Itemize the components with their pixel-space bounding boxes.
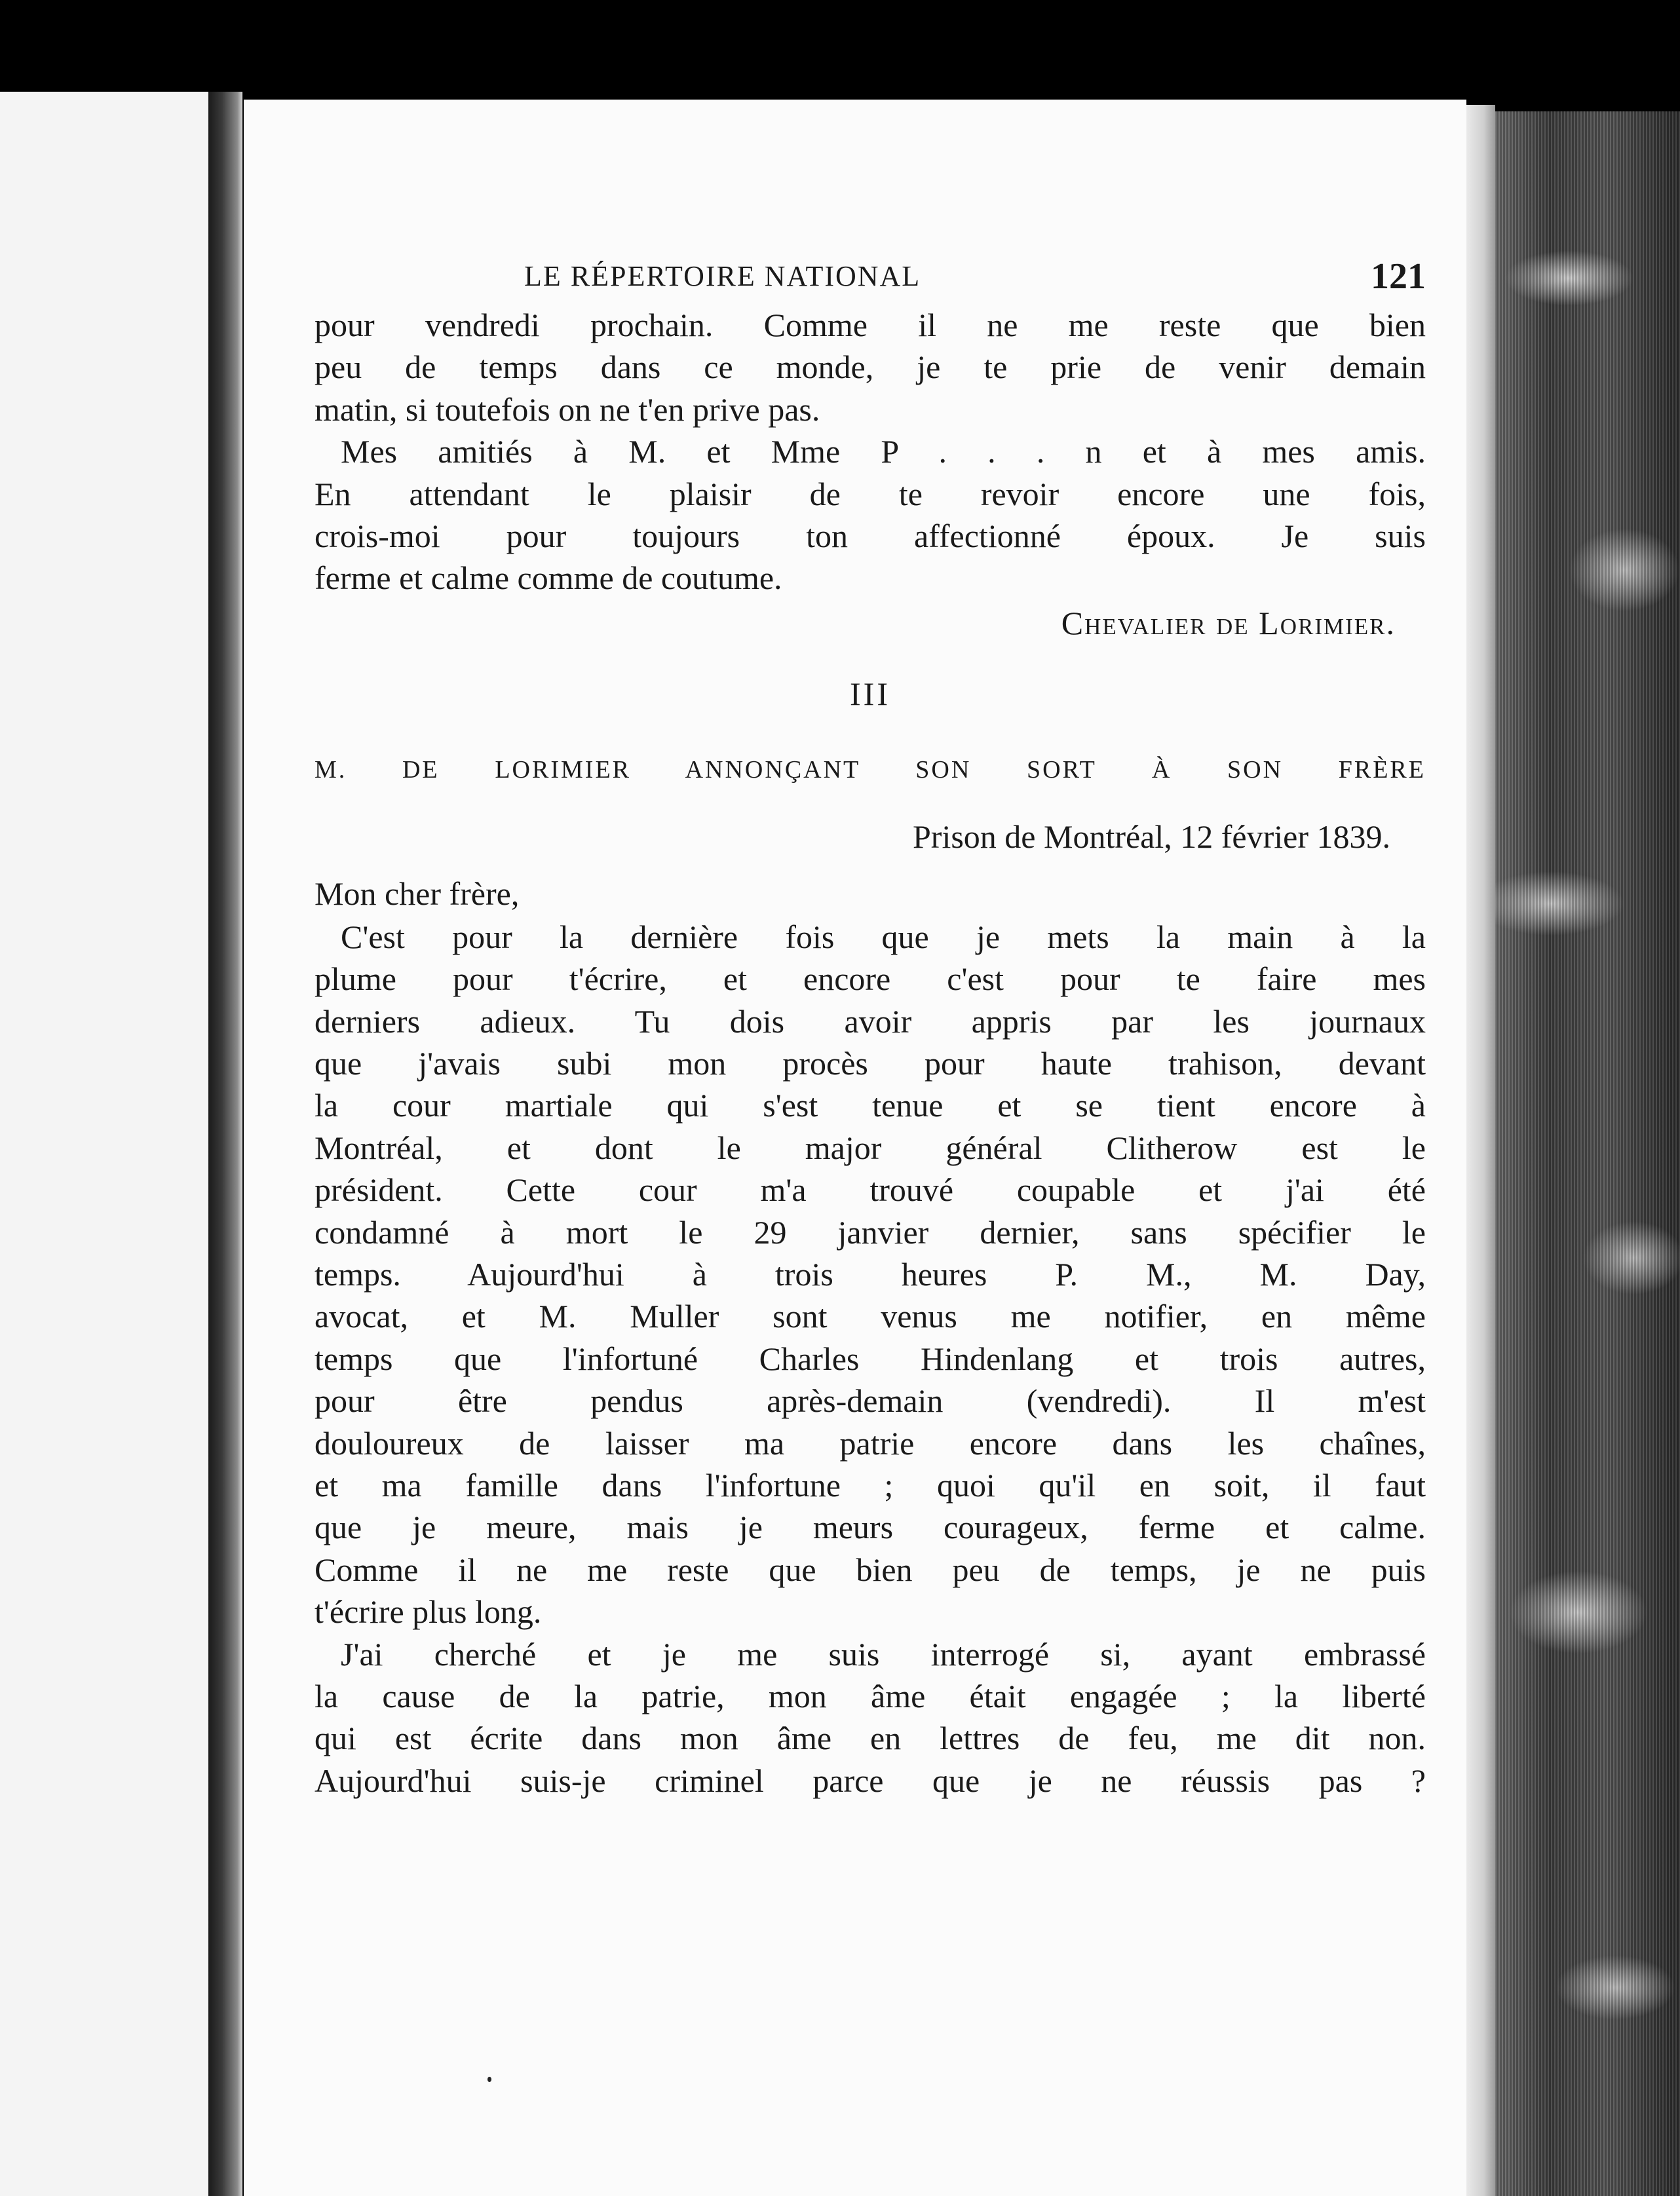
text-line: Aujourd'hui suis-je criminel parce que je ne réussis pas ? bbox=[315, 1762, 1426, 1799]
letter-paragraph bbox=[315, 304, 1426, 430]
running-title: LE RÉPERTOIRE NATIONAL bbox=[524, 260, 921, 292]
text-line: avocat, et M. Muller sont venus me notifier, en même bbox=[315, 1298, 1426, 1335]
text-line: En attendant le plaisir de te revoir encore une fois, bbox=[315, 475, 1426, 512]
page-body bbox=[315, 304, 1426, 1802]
text-line: plume pour t'écrire, et encore c'est pour te faire mes bbox=[315, 960, 1426, 998]
text-line: la cour martiale qui s'est tenue et se tient encore à bbox=[315, 1087, 1426, 1124]
dateline: Prison de Montréal, 12 février 1839. bbox=[912, 818, 1390, 856]
letter-paragraph bbox=[315, 1633, 1426, 1802]
letter-paragraph bbox=[315, 916, 1426, 1633]
salutation: Mon cher frère, bbox=[315, 875, 520, 912]
text-line: peu de temps dans ce monde, je te prie de venir demain bbox=[315, 349, 1426, 386]
text-line: t'écrire plus long. bbox=[315, 1593, 542, 1631]
text-line: temps que l'infortuné Charles Hindenlang et trois autres, bbox=[315, 1340, 1426, 1377]
text-line: douloureux de laisser ma patrie encore dans les chaînes, bbox=[315, 1424, 1426, 1462]
text-line: Comme il ne me reste que bien peu de temps, je ne puis bbox=[315, 1551, 1426, 1588]
page-number: 121 bbox=[1371, 256, 1426, 297]
text-line: condamné à mort le 29 janvier dernier, sans spécifier le bbox=[315, 1213, 1426, 1251]
text-line: que je meure, mais je meurs courageux, ferme et calme. bbox=[315, 1509, 1426, 1546]
text-line: président. Cette cour m'a trouvé coupable et j'ai été bbox=[315, 1171, 1426, 1209]
section-number: III bbox=[850, 675, 890, 713]
page-stack-edge bbox=[1466, 105, 1495, 2196]
text-line: C'est pour la dernière fois que je mets la main à la bbox=[341, 918, 1426, 955]
text-line: qui est écrite dans mon âme en lettres de feu, me dit non. bbox=[315, 1720, 1426, 1757]
book-gutter bbox=[208, 92, 242, 2196]
text-line: ferme et calme comme de coutume. bbox=[315, 559, 782, 597]
dust-speck bbox=[487, 2077, 491, 2082]
marbled-book-edge bbox=[1495, 111, 1680, 2196]
text-line: temps. Aujourd'hui à trois heures P. M., M. Day, bbox=[315, 1256, 1426, 1293]
left-facing-page bbox=[0, 92, 212, 2196]
text-line: Mes amitiés à M. et Mme P . . . n et à mes amis. bbox=[341, 433, 1426, 470]
text-line: la cause de la patrie, mon âme était engagée ; la liberté bbox=[315, 1677, 1426, 1714]
signature: Chevalier de Lorimier. bbox=[1061, 604, 1396, 641]
text-line: que j'avais subi mon procès pour haute trahison, devant bbox=[315, 1045, 1426, 1082]
text-line: et ma famille dans l'infortune ; quoi qu'il en soit, il faut bbox=[315, 1466, 1426, 1504]
running-header bbox=[315, 256, 1426, 308]
text-line: derniers adieux. Tu dois avoir appris par les journaux bbox=[315, 1002, 1426, 1040]
text-line: Montréal, et dont le major général Clitherow est le bbox=[315, 1129, 1426, 1166]
text-line: pour vendredi prochain. Comme il ne me reste que bien bbox=[315, 307, 1426, 343]
text-line: crois-moi pour toujours ton affectionné époux. Je suis bbox=[315, 517, 1426, 554]
text-line: J'ai cherché et je me suis interrogé si, ayant embrassé bbox=[341, 1635, 1426, 1673]
text-line: pour être pendus après-demain (vendredi). Il m'est bbox=[315, 1382, 1426, 1420]
letter-paragraph bbox=[315, 430, 1426, 599]
section-title: M. DE LORIMIER ANNONÇANT SON SORT À SON FRÈRE bbox=[315, 756, 1426, 784]
text-line: matin, si toutefois on ne t'en prive pas. bbox=[315, 390, 820, 428]
book-page bbox=[244, 100, 1466, 2196]
